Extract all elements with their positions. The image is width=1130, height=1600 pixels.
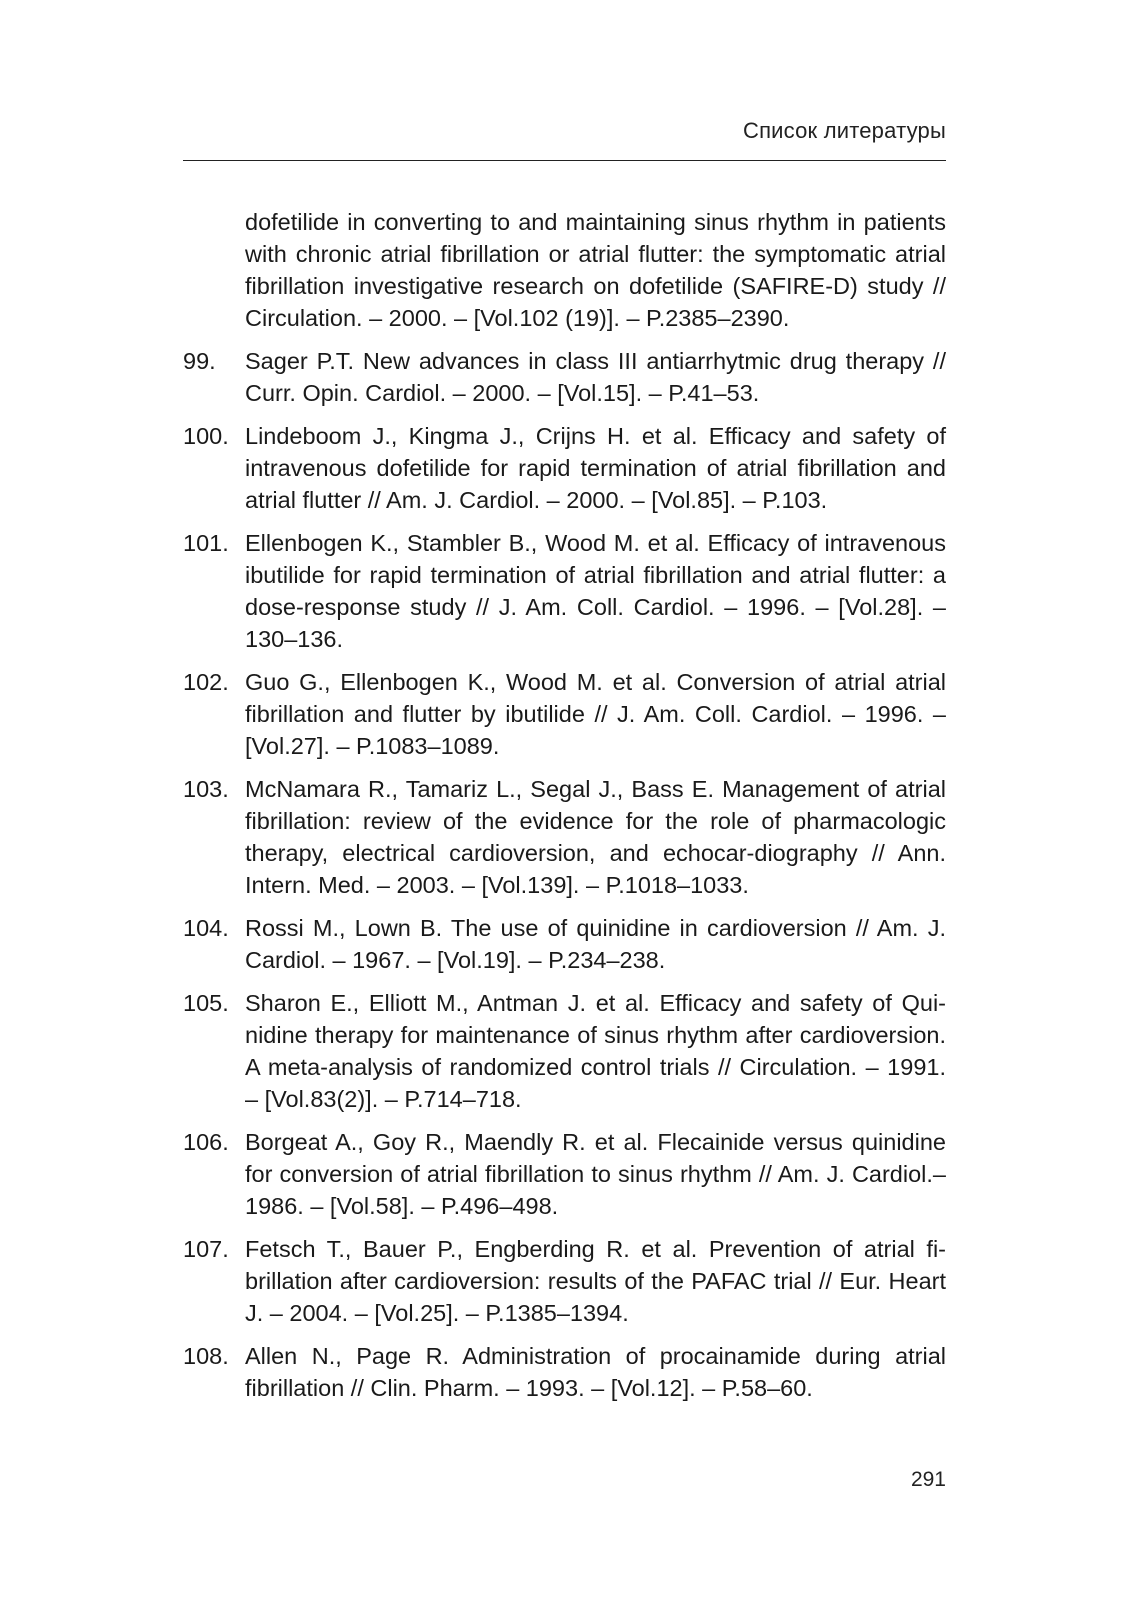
reference-number — [183, 206, 245, 334]
reference-number: 105. — [183, 990, 229, 1016]
reference-number: 103. — [183, 776, 229, 802]
reference-list — [183, 206, 946, 1415]
reference-item-102 — [183, 666, 946, 762]
reference-text: Fetsch T., Bauer P., Engberding R. et al. Prevention of atrial fibrillation after cardioversion: results of the PAFAC trial // Eur. Heart J. – 2004. – [Vol.25]. – P.1385–1394. — [245, 1236, 946, 1326]
header-rule — [183, 160, 946, 161]
reference-item-100 — [183, 420, 946, 516]
page-number: 291 — [910, 1468, 946, 1491]
reference-item-107 — [183, 1233, 946, 1329]
reference-text: Borgeat A., Goy R., Maendly R. et al. Flecainide versus quinidine for conversion of atrial fibrillation to sinus rhythm // Am. J. Cardiol.– 1986. – [Vol.58]. – P.496–498. — [245, 1129, 946, 1219]
reference-text: Allen N., Page R. Administration of procainamide during atrial fibrillation // Clin. Pharm. – 1993. – [Vol.12]. – P.58–60. — [245, 1343, 946, 1401]
reference-number: 106. — [183, 1129, 229, 1155]
reference-number: 107. — [183, 1236, 229, 1262]
reference-item-99 — [183, 345, 946, 409]
reference-text: Ellenbogen K., Stambler B., Wood M. et al. Efficacy of intravenous ibutilide for rapid termination of atrial fibrillation and atrial flutter: a dose-response study // J. Am. Coll. Cardiol. – 1996. – [Vol.28]. –130–136. — [245, 530, 946, 652]
reference-text: Sharon E., Elliott M., Antman J. et al. Efficacy and safety of Quinidine therapy for maintenance of sinus rhythm after cardioversion. A meta-analysis of randomized control trials // Circulation. – 1991. – [Vol.83(2)]. – P.714–718. — [245, 990, 946, 1112]
reference-number: 102. — [183, 669, 229, 695]
reference-text: McNamara R., Tamariz L., Segal J., Bass E. Management of atrial fibrillation: review of the evidence for the role of pharmacologic therapy, electrical cardioversion, and echocar-diography // Ann. Intern. Med. – 2003. – [Vol.139]. – P.1018–1033. — [245, 776, 946, 898]
running-head-title: Список литературы — [742, 118, 946, 143]
reference-item-108 — [183, 1340, 946, 1404]
reference-text: Lindeboom J., Kingma J., Crijns H. et al. Efficacy and safety of intravenous dofetilide for rapid termination of atrial fibrillation and atrial flutter // Am. J. Cardiol. – 2000. – [Vol.85]. – P.103. — [245, 423, 946, 513]
reference-item-98-continued — [183, 206, 946, 334]
reference-number: 100. — [183, 423, 229, 449]
reference-number: 108. — [183, 1343, 229, 1369]
reference-item-103 — [183, 773, 946, 901]
reference-text: Sager P.T. New advances in class III antiarrhytmic drug therapy // Curr. Opin. Cardiol. – 2000. – [Vol.15]. – P.41–53. — [245, 348, 946, 406]
reference-text: Rossi M., Lown B. The use of quinidine in cardioversion // Am. J. Cardiol. – 1967. – [Vol.19]. – P.234–238. — [245, 915, 946, 973]
reference-item-101 — [183, 527, 946, 655]
reference-number: 99. — [183, 348, 216, 374]
reference-text: Guo G., Ellenbogen K., Wood M. et al. Conversion of atrial atrial fibrillation and flutter by ibutilide // J. Am. Coll. Cardiol. – 1996. – [Vol.27]. – P.1083–1089. — [245, 669, 946, 759]
reference-number: 101. — [183, 530, 229, 556]
reference-item-104 — [183, 912, 946, 976]
reference-number: 104. — [183, 915, 229, 941]
reference-text: dofetilide in converting to and maintaining sinus rhythm in patients with chronic atrial fibrillation or atrial flutter: the symptomatic atrial fibrillation investigative research on dofetilide (SAFIRE-D) study // Circulation. – 2000. – [Vol.102 (19)]. – P.2385–2390. — [245, 209, 946, 331]
reference-item-105 — [183, 987, 946, 1115]
reference-item-106 — [183, 1126, 946, 1222]
